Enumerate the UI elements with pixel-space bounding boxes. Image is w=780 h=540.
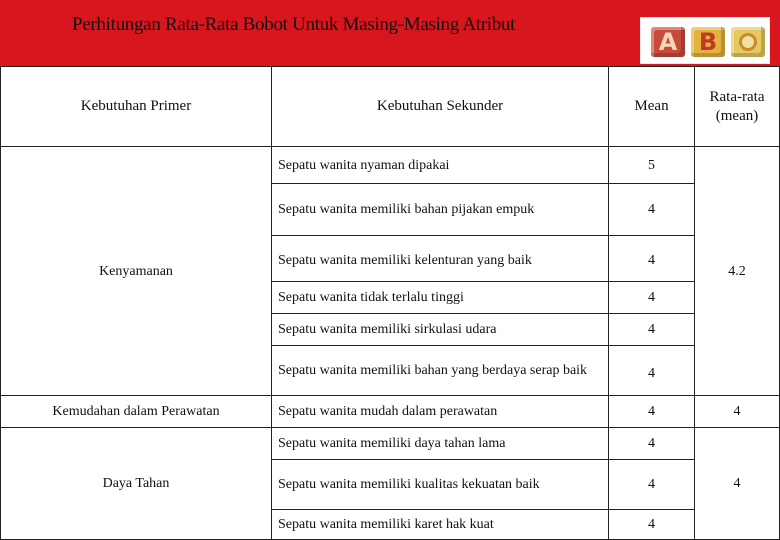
mean-cell: 4 <box>608 395 695 428</box>
letter-block-b: B <box>691 27 725 57</box>
abc-blocks-logo <box>640 17 770 64</box>
mean-cell: 4 <box>608 183 695 236</box>
mean-cell: 4 <box>608 509 695 540</box>
mean-cell: 4 <box>608 459 695 510</box>
secondary-cell: Sepatu wanita memiliki daya tahan lama <box>271 427 609 460</box>
secondary-cell: Sepatu wanita memiliki kualitas kekuatan baik <box>271 459 609 510</box>
slide-title: Perhitungan Rata-Rata Bobot Untuk Masing-Masing Atribut <box>72 14 516 35</box>
average-cell: 4.2 <box>694 146 780 396</box>
header-mean: Mean <box>608 66 695 147</box>
primary-cell: Kenyamanan <box>0 146 272 396</box>
mean-cell: 4 <box>608 427 695 460</box>
attribute-weight-table <box>0 66 780 540</box>
header-secondary: Kebutuhan Sekunder <box>271 66 609 147</box>
secondary-cell: Sepatu wanita memiliki kelenturan yang baik <box>271 235 609 282</box>
secondary-cell: Sepatu wanita memiliki bahan pijakan empuk <box>271 183 609 236</box>
mean-cell: 4 <box>608 345 695 396</box>
primary-cell: Kemudahan dalam Perawatan <box>0 395 272 428</box>
secondary-cell: Sepatu wanita nyaman dipakai <box>271 146 609 184</box>
average-cell: 4 <box>694 395 780 428</box>
letter-block-a: A <box>651 27 685 57</box>
secondary-cell: Sepatu wanita mudah dalam perawatan <box>271 395 609 428</box>
average-cell: 4 <box>694 427 780 540</box>
slide-header <box>0 0 780 66</box>
mean-cell: 5 <box>608 146 695 184</box>
secondary-cell: Sepatu wanita memiliki bahan yang berdaya serap baik <box>271 345 609 396</box>
mean-cell: 4 <box>608 281 695 314</box>
mean-cell: 4 <box>608 313 695 346</box>
secondary-cell: Sepatu wanita memiliki karet hak kuat <box>271 509 609 540</box>
primary-cell: Daya Tahan <box>0 427 272 540</box>
header-primary: Kebutuhan Primer <box>0 66 272 147</box>
mean-cell: 4 <box>608 235 695 282</box>
letter-block-c-icon <box>731 27 765 57</box>
secondary-cell: Sepatu wanita tidak terlalu tinggi <box>271 281 609 314</box>
header-average: Rata-rata (mean) <box>694 66 780 147</box>
secondary-cell: Sepatu wanita memiliki sirkulasi udara <box>271 313 609 346</box>
